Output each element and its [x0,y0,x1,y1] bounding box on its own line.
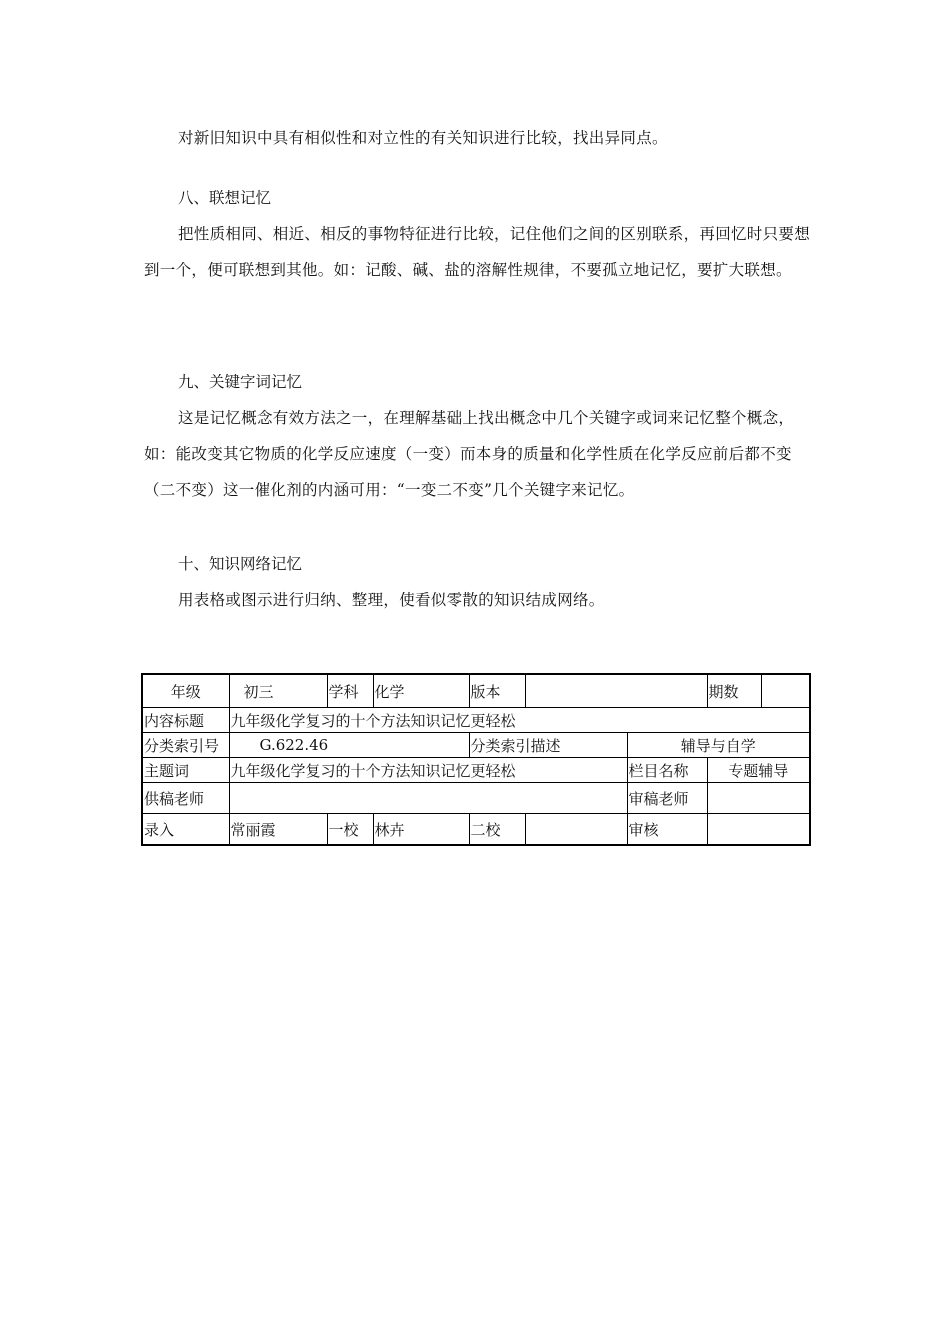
subject-word-label: 主题词 [142,758,229,783]
section-7-tail [144,120,810,156]
table-row [142,733,810,758]
table-row [142,814,810,846]
grade-value: 初三 [229,674,327,708]
section-8 [144,180,810,288]
class-desc-value: 辅导与自学 [627,733,810,758]
paragraph-keyword-memory: 这是记忆概念有效方法之一，在理解基础上找出概念中几个关键字或词来记忆整个概念，如：能改变其它物质的化学反应速度（一变）而本身的质量和化学性质在化学反应前后都不变（二不变）这一催化剂的内涵可用：“一变二不变”几个关键字来记忆。 [144,409,795,499]
heading-network-memory: 十、知识网络记忆 [178,555,303,573]
paragraph-network-memory: 用表格或图示进行归纳、整理，使看似零散的知识结成网络。 [178,591,605,609]
entry-value: 常丽霞 [229,814,327,846]
issue-value [761,674,810,708]
audit-value [707,814,810,846]
heading-association-memory: 八、联想记忆 [178,189,272,207]
heading-keyword-memory: 九、关键字词记忆 [178,373,303,391]
audit-label: 审核 [627,814,707,846]
entry-label: 录入 [142,814,229,846]
contributor-value [229,783,627,814]
subject-label: 学科 [327,674,373,708]
paragraph-association-memory: 把性质相同、相近、相反的事物特征进行比较，记住他们之间的区别联系，再回忆时只要想到一个，便可联想到其他。如：记酸、碱、盐的溶解性规律，不要孤立地记忆，要扩大联想。 [144,225,811,279]
column-name-value: 专题辅导 [707,758,810,783]
section-9 [144,364,810,508]
column-name-label: 栏目名称 [627,758,707,783]
class-index-value: G.622.46 [229,733,469,758]
issue-label: 期数 [707,674,761,708]
section-10 [144,546,810,618]
contributor-label: 供稿老师 [142,783,229,814]
table-row [142,783,810,814]
reviewer-label: 审稿老师 [627,783,707,814]
reviewer-value [707,783,810,814]
edition-label: 版本 [469,674,525,708]
class-desc-label: 分类索引描述 [469,733,627,758]
subject-value: 化学 [373,674,469,708]
subject-word-value: 九年级化学复习的十个方法知识记忆更轻松 [229,758,627,783]
table-row [142,758,810,783]
school1-label: 一校 [327,814,373,846]
edition-value [525,674,707,708]
school1-value: 林卉 [373,814,469,846]
grade-label: 年级 [142,674,229,708]
title-value: 九年级化学复习的十个方法知识记忆更轻松 [229,708,810,733]
title-label: 内容标题 [142,708,229,733]
school2-value [525,814,627,846]
paragraph-comparison: 对新旧知识中具有相似性和对立性的有关知识进行比较，找出异同点。 [178,129,668,147]
document-metadata-table [141,673,811,846]
table-row [142,674,810,708]
table-row [142,708,810,733]
school2-label: 二校 [469,814,525,846]
class-index-label: 分类索引号 [142,733,229,758]
